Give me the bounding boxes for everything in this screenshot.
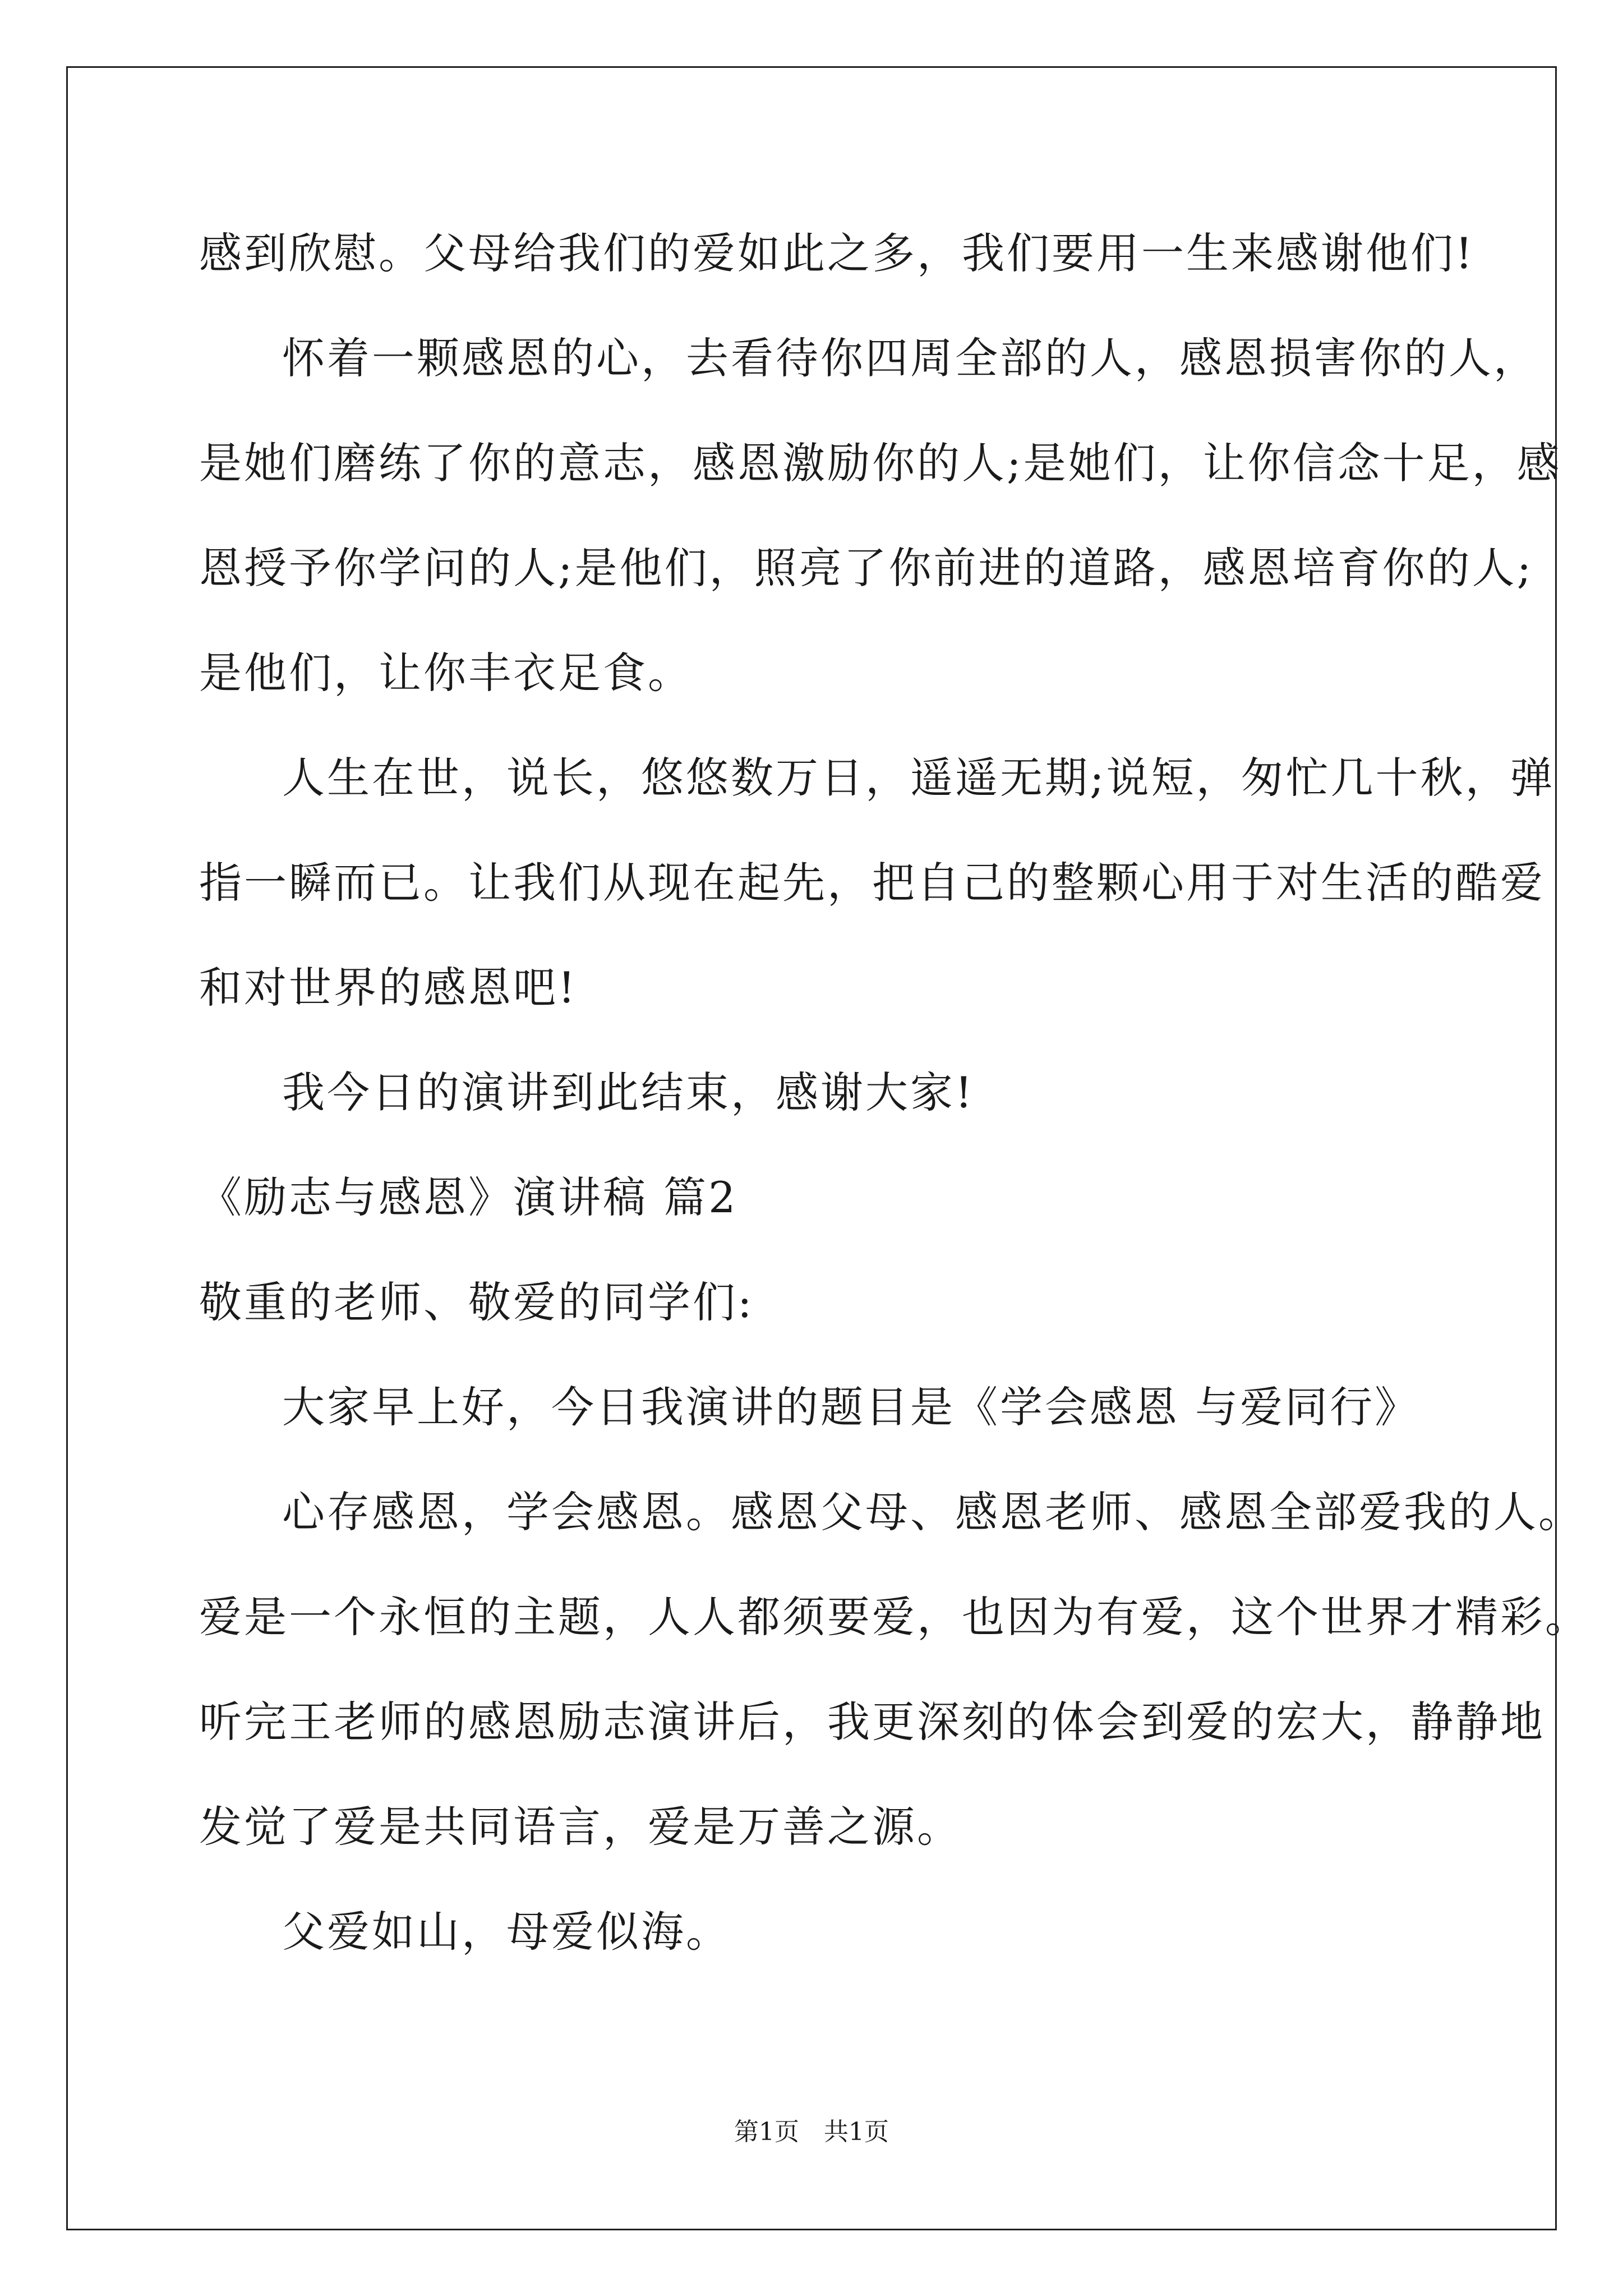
paragraph-line: 是她们磨练了你的意志，感恩激励你的人;是她们，让你信念十足，感 bbox=[199, 438, 1562, 488]
paragraph-line: 感到欣慰。父母给我们的爱如此之多，我们要用一生来感谢他们! bbox=[199, 228, 1475, 278]
paragraph-line: 心存感恩，学会感恩。感恩父母、感恩老师、感恩全部爱我的人。 bbox=[282, 1487, 1583, 1537]
paragraph-line: 大家早上好，今日我演讲的题目是《学会感恩 与爱同行》 bbox=[282, 1382, 1420, 1432]
paragraph-line: 听完王老师的感恩励志演讲后，我更深刻的体会到爱的宏大，静静地 bbox=[199, 1697, 1545, 1747]
paragraph-line: 爱是一个永恒的主题，人人都须要爱，也因为有爱，这个世界才精彩。 bbox=[199, 1592, 1590, 1642]
paragraph-line: 指一瞬而已。让我们从现在起先，把自己的整颗心用于对生活的酷爱 bbox=[199, 858, 1545, 908]
paragraph-line: 父爱如山，母爱似海。 bbox=[282, 1907, 731, 1957]
paragraph-line: 怀着一颗感恩的心，去看待你四周全部的人，感恩损害你的人， bbox=[282, 333, 1538, 383]
paragraph-line: 人生在世，说长，悠悠数万日，遥遥无期;说短，匆忙几十秋，弹 bbox=[282, 753, 1555, 803]
salutation: 敬重的老师、敬爱的同学们: bbox=[199, 1277, 754, 1327]
paragraph-line: 是他们，让你丰衣足食。 bbox=[199, 648, 693, 698]
paragraph-line: 恩授予你学问的人;是他们，照亮了你前进的道路，感恩培育你的人; bbox=[199, 543, 1534, 593]
section-heading: 《励志与感恩》演讲稿 篇2 bbox=[199, 1172, 738, 1222]
paragraph-line: 和对世界的感恩吧! bbox=[199, 963, 578, 1013]
page-number-footer: 第1页 共1页 bbox=[734, 2118, 889, 2146]
paragraph-line: 我今日的演讲到此结束，感谢大家! bbox=[282, 1068, 975, 1117]
paragraph-line: 发觉了爱是共同语言，爱是万善之源。 bbox=[199, 1802, 962, 1852]
